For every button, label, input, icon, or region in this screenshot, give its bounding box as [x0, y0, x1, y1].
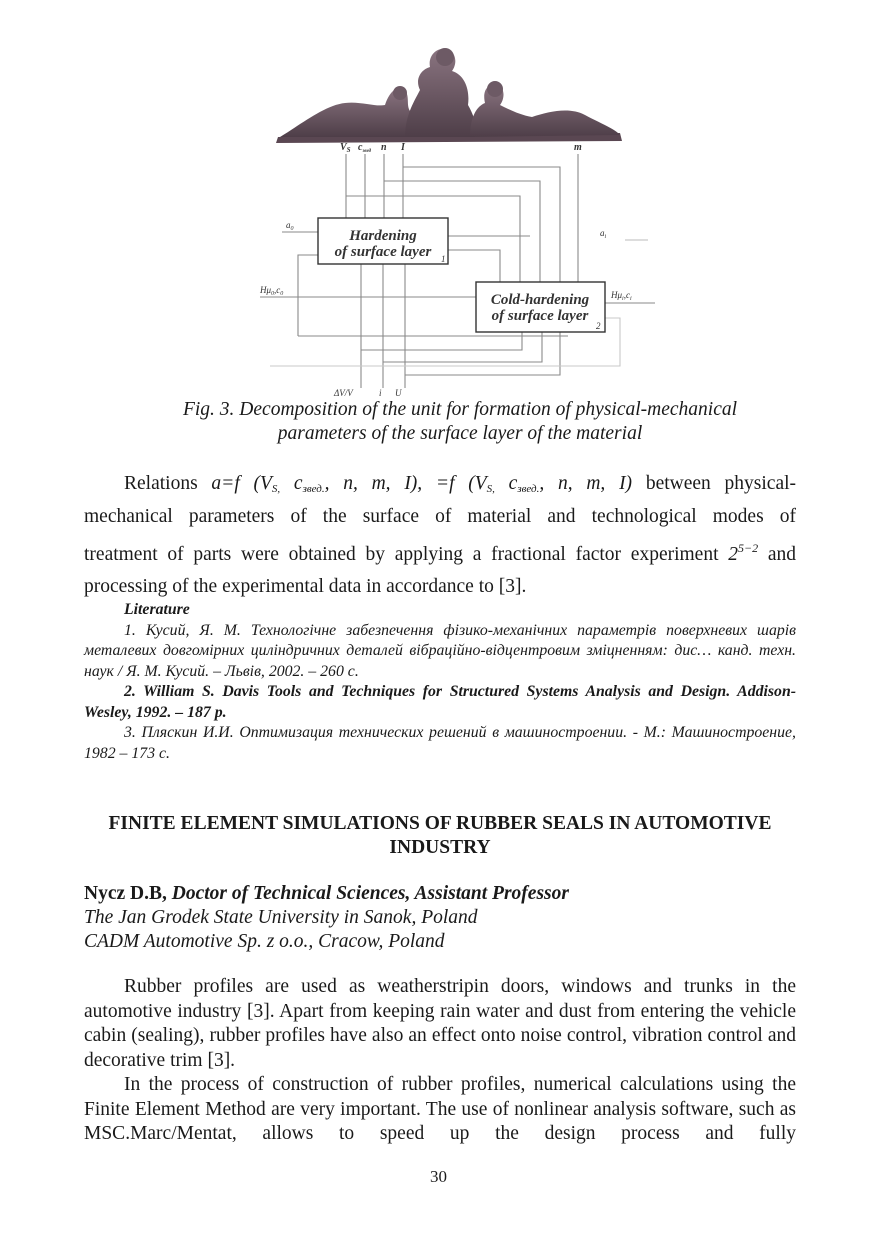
svg-text:2: 2: [596, 321, 601, 331]
literature-section: [84, 600, 796, 764]
relations-line-4: processing of the experimental data in accordance to [3].: [84, 576, 527, 597]
experiment-notation: $2^{5-2}$: [728, 541, 759, 565]
figure-caption: [100, 398, 820, 446]
formula: a=f ($V_{S,}$ $c_{звед.}$, n, m, I), =f ($V_{S,}$ $c_{звед.}$, n, m, I): [211, 473, 633, 495]
svg-text:Hμ0,c0: $H\mu_0,c_0$: [260, 285, 284, 297]
svg-text:of surface layer: of surface layer: [334, 244, 432, 260]
relations-paragraph: [84, 470, 796, 600]
svg-text:ai: $a_i$: [600, 228, 607, 240]
author-name: Nycz D.B,: [84, 883, 172, 904]
body-paragraph-1: Rubber profiles are used as weatherstripin doors, windows and trunks in the automotive industry [3]. Apart from keeping rain water and dust from entering the vehicle cabin (sealing), rubber profiles have also an effect onto noise control, vibration control and decorative trim [3].: [84, 976, 796, 1071]
affiliation-2: CADM Automotive Sp. z o.o., Cracow, Poland: [84, 931, 445, 952]
figure-header-image: [270, 45, 635, 145]
reference-3: 3. Пляскин И.И. Оптимизация технических решений в машиностроении. - М.: Машиностроение, 1982 – 173 с.: [84, 724, 796, 762]
caption-line-1: Fig. 3. Decomposition of the unit for formation of physical-mechanical: [182, 399, 738, 420]
svg-text:m: m: [574, 142, 582, 153]
article-title: FINITE ELEMENT SIMULATIONS OF RUBBER SEALS IN AUTOMOTIVE INDUSTRY: [108, 813, 772, 858]
svg-text:ΔV/V: ΔV/V: [334, 388, 353, 398]
author-block: [84, 882, 796, 954]
svg-text:cзвед: $c_{звед}$: [358, 142, 372, 154]
page-number: 30: [430, 1167, 447, 1186]
reference-2: 2. William S. Davis Tools and Techniques for Structured Systems Analysis and Design. Addison-Wesley, 1992. – 187 p.: [84, 683, 796, 721]
svg-text:VS: $V_S$: [340, 142, 351, 154]
author-line: [84, 882, 796, 906]
svg-text:Cold-hardening: Cold-hardening: [490, 292, 590, 308]
relations-line-2: mechanical parameters of the surface of material and technological modes of: [84, 506, 796, 527]
svg-text:Hμi,ci: $H\mu_i,c_i$: [611, 290, 632, 302]
svg-text:Hardening: Hardening: [349, 228, 417, 244]
svg-text:1: 1: [441, 254, 446, 264]
caption-line-2: parameters of the surface layer of the material: [277, 423, 643, 444]
decomposition-diagram: [250, 140, 670, 400]
literature-heading: Literature: [124, 601, 190, 618]
relations-line-1: Relations a=f ($V_{S,}$ $c_{звед.}$, n, m, I), =f ($V_{S,}$ $c_{звед.}$, n, m, I) between physical-: [124, 473, 797, 495]
author-title: Doctor of Technical Sciences, Assistant Professor: [171, 883, 569, 904]
svg-text:n: n: [381, 142, 387, 153]
reference-1: 1. Кусий, Я. М. Технологічне забезпечення фізико-механічних параметрів поверхневих шарів металевих довгомірних циліндричних деталей вібраційно-відцентровим зміцненням: дис… канд. техн. наук / Я. М. Кусий. – Львів, 2002. – 260 с.: [84, 621, 796, 680]
svg-text:I: I: [401, 142, 405, 153]
svg-text:a0: $a_0$: [286, 220, 294, 232]
svg-text:of surface layer: of surface layer: [491, 308, 589, 324]
svg-text:U: U: [395, 388, 402, 398]
body-paragraph-2: In the process of construction of rubber profiles, numerical calculations using the Finite Element Method are very important. The use of nonlinear analysis software, such as MSC.Marc/Mentat, allows to speed up the design process and fully: [84, 1074, 796, 1144]
article-body: [84, 975, 796, 1147]
affiliation-1: The Jan Grodek State University in Sanok, Poland: [84, 907, 478, 928]
svg-text:i: i: [379, 388, 382, 398]
relations-line-3: treatment of parts were obtained by applying a fractional factor experiment $2^{5-2}$ and: [84, 541, 797, 565]
